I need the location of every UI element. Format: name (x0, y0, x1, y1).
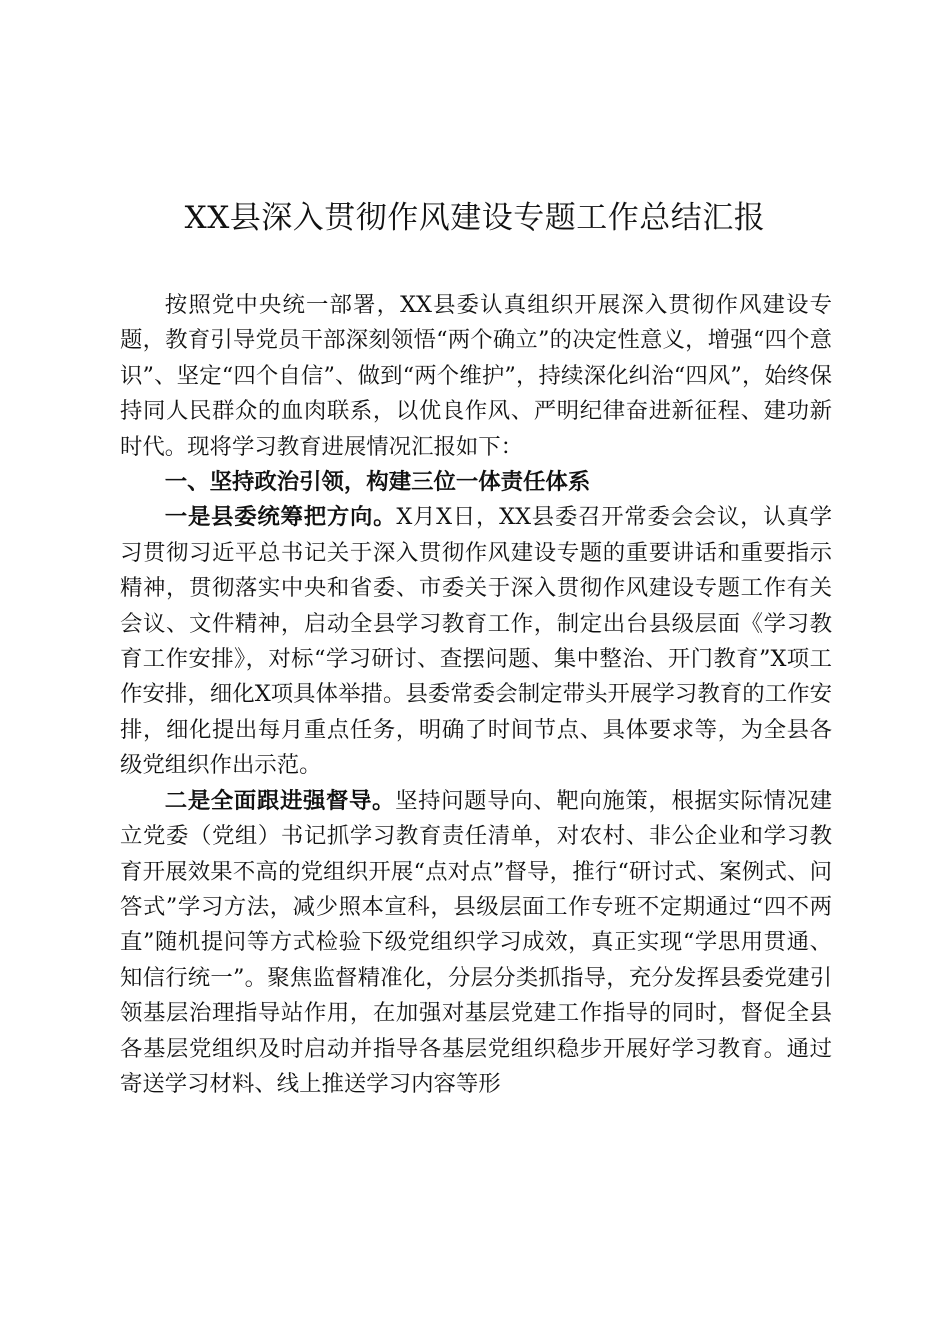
paragraph-2-lead: 二是全面跟进强督导。 (164, 787, 396, 814)
paragraph-1-lead: 一是县委统筹把方向。 (164, 504, 397, 531)
document-title: XX县深入贯彻作风建设专题工作总结汇报 (184, 200, 766, 236)
paragraph-1-text: X月X日，XX县委召开常委会会议，认真学习贯彻习近平总书记关于深入贯彻作风建设专题的重要讲话和重要指示精神，贯彻落实中央和省委、市委关于深入贯彻作风建设专题工作有关会议、文件精神，启动全县学习教育工作，制定出台县级层面《学习教育工作安排》，对标“学习研讨、查摆问题、集中整治、开门教育”X项工作安排，细化X项具体举措。县委常委会制定带头开展学习教育的工作安排，细化提出每月重点任务，明确了时间节点、具体要求等，为全县各级党组织作出示范。 (120, 504, 833, 779)
document-body (120, 288, 832, 1102)
paragraph-1 (120, 500, 832, 783)
paragraph-2-text: 坚持问题导向、靶向施策，根据实际情况建立党委（党组）书记抓学习教育责任清单，对农村、非公企业和学习教育开展效果不高的党组织开展“点对点”督导，推行“研讨式、案例式、问答式”学习方法，减少照本宣科，县级层面工作专班不定期通过“四不两直”随机提问等方式检验下级党组织学习成效，真正实现“学思用贯通、知信行统一”。聚焦监督精准化，分层分类抓指导，充分发挥县委党建引领基层治理指导站作用，在加强对基层党建工作指导的同时，督促全县各基层党组织及时启动并指导各基层党组织稳步开展好学习教育。通过寄送学习材料、线上推送学习内容等形 (120, 787, 833, 1097)
section-heading: 一、坚持政治引领，构建三位一体责任体系 (164, 469, 591, 496)
intro-paragraph: 按照党中央统一部署，XX县委认真组织开展深入贯彻作风建设专题，教育引导党员干部深刻领悟“两个确立”的决定性意义，增强“四个意识”、坚定“四个自信”、做到“两个维护”，持续深化纠治“四风”，始终保持同人民群众的血肉联系，以优良作风、严明纪律奋进新征程、建功新时代。现将学习教育进展情况汇报如下： (120, 292, 832, 460)
paragraph-2 (120, 784, 832, 1103)
